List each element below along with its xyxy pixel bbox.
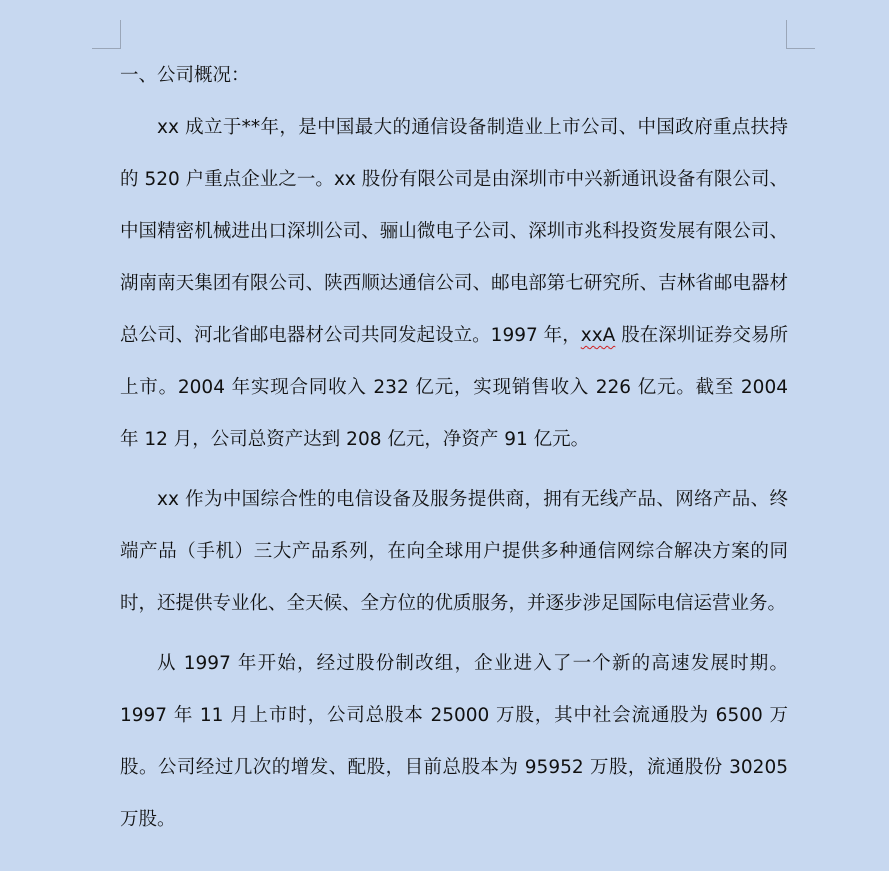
section-heading: 一、公司概况： — [120, 65, 250, 86]
paragraph-share-history: 从 1997 年开始，经过股份制改组，企业进入了一个新的高速发展时期。1997 年 11 月上市时，公司总股本 25000 万股，其中社会流通股为 6500 万股。公司经过几次的增发、配股，目前总股本为 95952 万股，流通股份 30205 万股。 — [120, 653, 788, 830]
page-corner-mark-left — [92, 20, 121, 49]
document-body[interactable] — [120, 56, 788, 854]
paragraph-text: xx 成立于**年，是中国最大的通信设备制造业上市公司、中国政府重点扶持的 520 户重点企业之一。xx 股份有限公司是由深圳市中兴新通讯设备有限公司、中国精密机械进出口深圳公司、骊山微电子公司、深圳市兆科投资发展有限公司、湖南南天集团有限公司、陕西顺达通信公司、邮电部第七研究所、吉林省邮电器材总公司、河北省邮电器材公司共同发起设立。1997 年， — [120, 117, 788, 346]
paragraph-text: 股在深圳证券交易所上市。2004 年实现合同收入 232 亿元，实现销售收入 226 亿元。截至 2004 年 12 月，公司总资产达到 208 亿元，净资产 91 亿元。 — [120, 325, 788, 450]
spellcheck-flagged-word[interactable]: xxA — [580, 325, 616, 346]
paragraph-company-founding — [120, 102, 788, 466]
page-corner-mark-right — [786, 20, 815, 49]
paragraph-product-lines: xx 作为中国综合性的电信设备及服务提供商，拥有无线产品、网络产品、终端产品（手机）三大产品系列，在向全球用户提供多种通信网综合解决方案的同时，还提供专业化、全天候、全方位的优质服务，并逐步涉足国际电信运营业务。 — [120, 489, 788, 614]
